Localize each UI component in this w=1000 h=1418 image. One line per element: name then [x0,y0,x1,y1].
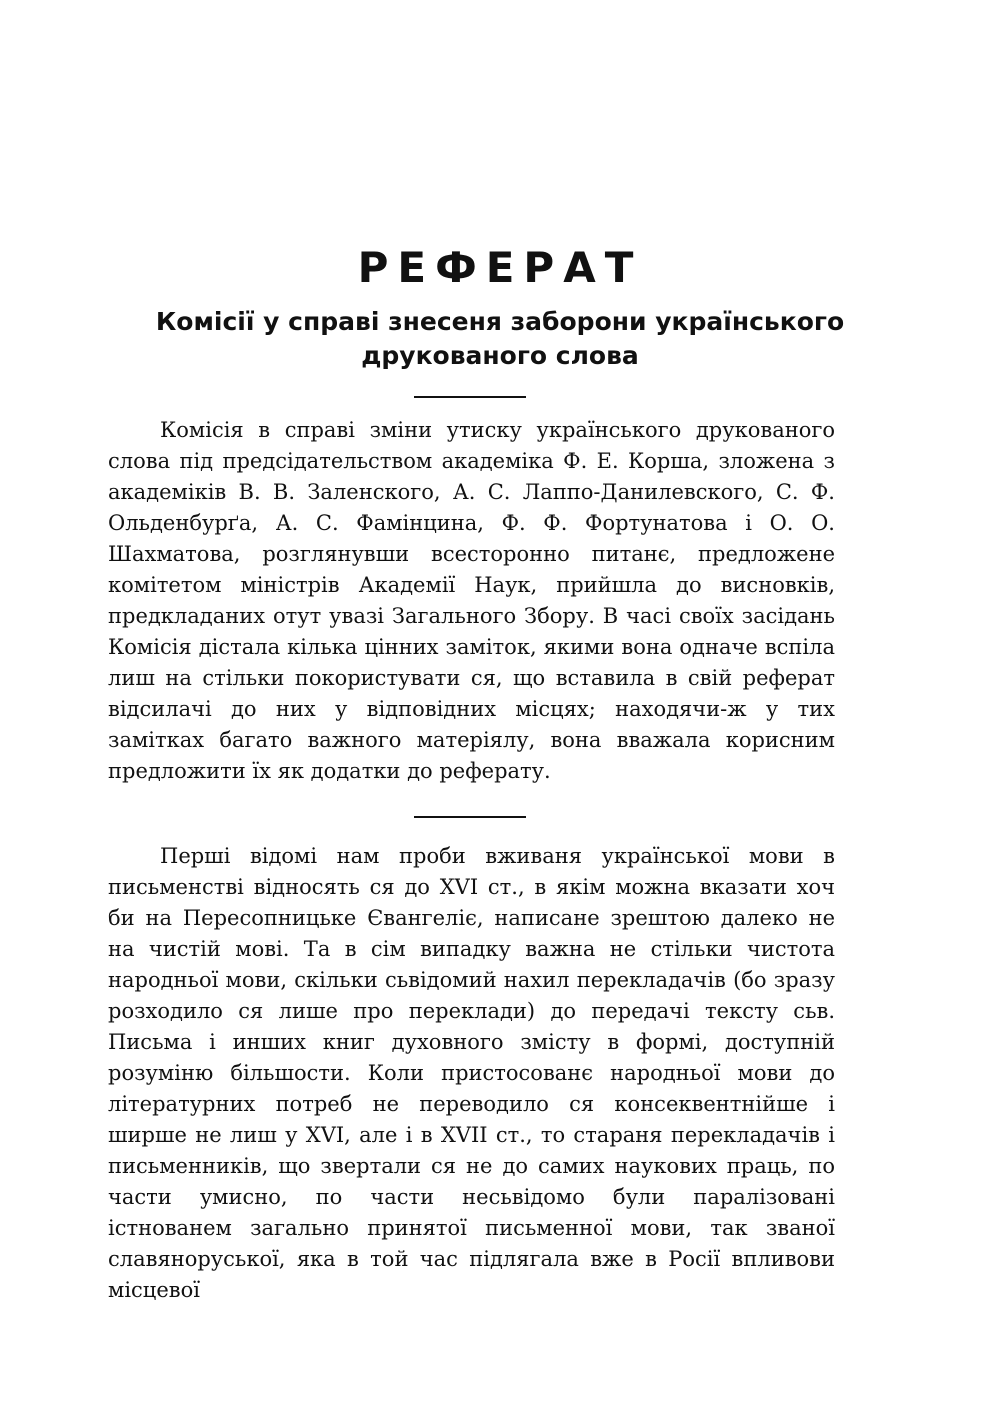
divider-rule [414,396,526,398]
divider-rule [414,816,526,818]
page-subtitle [100,305,900,373]
subtitle-line-2: друкованого слова [361,341,639,370]
subtitle-line-1: Комісії у справі знесеня заборони українського [155,307,845,336]
body-paragraph: Перші відомі нам проби вживаня української мови в письменстві відносять ся до XVI ст., в якім можна вказати хоч би на Пересопницьке Євангеліє, написане зрештою далеко не на чистій мові. Та в сім випадку важна не стільки чистота народньої мови, скільки сьвідомий нахил перекладачів (бо зразу розходило ся лише про переклади) до передачі тексту сьв. Письма і инших книг духовного змісту в формі, доступній розуміню більшости. Коли пристосованє народньої мови до літературних потреб не переводило ся консеквентнійше і ширше не лиш у XVI, але і в XVII ст., то стараня перекладачів і письменників, що звертали ся не до самих наукових праць, по части умисно, по части несьвідомо були паралізовані істнованем загально принятої письменної мови, так званої славяноруської, яка в той час підлягала вже в Росії впливови місцевої [108,844,835,1302]
page-title: РЕФЕРАТ [357,243,643,292]
body-paragraph: Комісія в справі зміни утиску українського друкованого слова під предсідательством академіка Ф. Е. Корша, зложена з академіків В. В. Заленского, А. С. Лаппо-Данилевского, С. Ф. Ольденбурґа, А. С. Фамінцина, Ф. Ф. Фортунатова і О. О. Шахматова, розглянувши всесторонно питанє, предложене комітетом міністрів Академії Наук, прийшла до висновків, предкладаних отут увазі Загального Збору. В часі своїх засідань Комісія дістала кілька цінних заміток, якими вона одначе вспіла лиш на стільки покористувати ся, що вставила в свій реферат відсилачі до них у відповідних місцях; находячи-ж у тих замітках багато важного матеріялу, вона вважала корисним предложити їх як додатки до реферату. [108,418,835,783]
